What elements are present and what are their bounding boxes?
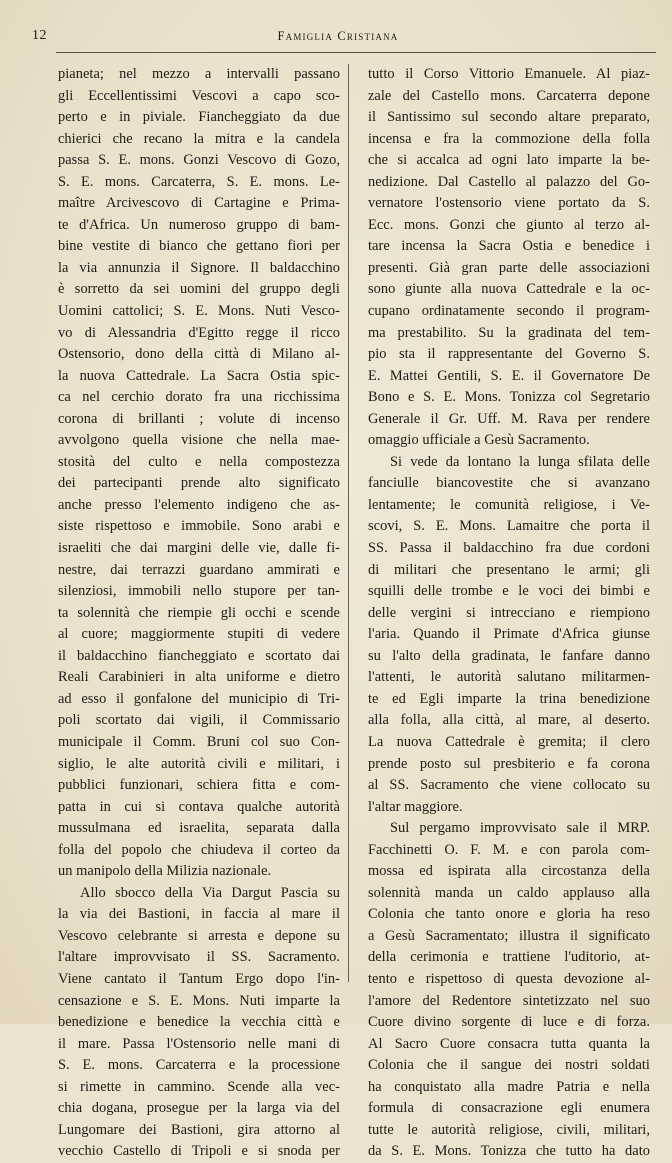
text-line: si rimette in cammino. Scende alla vec-: [58, 1078, 340, 1095]
text-line: la nuova Cattedrale. La Sacra Ostia spic-: [58, 367, 340, 384]
text-line: Facchinetti O. F. M. e con parola com-: [368, 841, 650, 858]
text-line: solennità manda un caldo applauso alla: [368, 884, 650, 901]
text-line: su l'alto della gradinata, le fanfare danno: [368, 647, 650, 664]
header-rule: [56, 52, 656, 53]
text-line: S. E. mons. Carcaterra, S. E. mons. Le-: [58, 173, 340, 190]
text-line: il mare. Passa l'Ostensorio nelle mani di: [58, 1035, 340, 1052]
text-line: te d'Africa. Un numeroso gruppo di bam-: [58, 216, 340, 233]
text-line: Ostensorio, dono della città di Milano al-: [58, 346, 340, 363]
text-line: ha conquistato alla madre Patria e nella: [368, 1078, 650, 1095]
page-number: 12: [32, 28, 47, 43]
text-line: l'amore del Redentore sintetizzato nel suo: [368, 992, 650, 1009]
running-title: Famiglia Cristiana: [277, 29, 399, 43]
text-line: patta in cui si contava qualche autorità: [58, 798, 340, 815]
text-line: zale del Castello mons. Carcaterra depone: [368, 87, 650, 104]
text-line: fanciulle biancovestite che si avanzano: [368, 475, 650, 492]
text-line: folla del popolo che chiudeva il corteo da: [58, 841, 340, 858]
left-column: [58, 64, 340, 1163]
text-line: anche presso l'elemento indigeno che as-: [58, 496, 340, 513]
text-line: S. E. mons. Carcaterra e la processione: [58, 1057, 340, 1074]
text-line: tento e rispettoso di questa devozione al-: [368, 970, 650, 987]
text-line: ca nel cerchio dorato fra una ricchissima: [58, 389, 340, 406]
text-line: della cerimonia e trattiene l'uditorio, at-: [368, 949, 650, 966]
text-line: ma prestabilito. Su la gradinata del tem-: [368, 324, 650, 341]
text-line: Allo sbocco della Via Dargut Pascia su: [80, 884, 340, 901]
text-line: siglio, le alte autorità civili e militari, i: [58, 755, 340, 772]
text-line: Al Sacro Cuore consacra tutta quanta la: [368, 1035, 650, 1052]
text-line: delle vergini si intrecciano e riempiono: [368, 604, 650, 621]
text-line: vecchio Castello di Tripoli e si snoda per: [58, 1143, 340, 1160]
text-line: chierici che recano la mitra e la candela: [58, 130, 340, 147]
text-line: omaggio ufficiale a Gesù Sacramento.: [368, 432, 590, 449]
text-line: Reali Carabinieri in alta uniforme e dietro: [58, 669, 340, 686]
text-line: di militari che presentano le armi; gli: [368, 561, 650, 578]
text-line: ad esso il gonfalone del municipio di Tri-: [58, 690, 340, 707]
text-line: presenti. Già gran parte delle associazioni: [368, 259, 650, 276]
text-line: bine vestite di bianco che gettano fiori per: [58, 238, 340, 255]
text-line: tutto il Corso Vittorio Emanuele. Al piaz-: [368, 66, 650, 82]
text-line: Ecc. mons. Gonzi che giunto al terzo al-: [368, 216, 650, 233]
text-line: corona di brillanti ; volute di incenso: [58, 410, 340, 427]
text-line: censazione e S. E. Mons. Nuti imparte la: [58, 992, 340, 1009]
text-line: sono giunte alla nuova Cattedrale e la oc-: [368, 281, 650, 298]
text-line: da S. E. Mons. Tonizza che tutto ha dato: [368, 1143, 650, 1160]
text-line: al SS. Sacramento che viene collocato su: [368, 777, 650, 794]
text-line: avvolgono quella visione che nella mae-: [58, 432, 340, 449]
text-line: mussulmana ed israelita, separata dalla: [58, 820, 340, 837]
text-line: mossa ed ispirata alla circostanza della: [368, 863, 650, 880]
text-line: a Gesù Sacramentato; illustra il significato: [368, 927, 650, 944]
text-line: squilli delle trombe e le voci dei bimbi e: [368, 583, 650, 600]
text-line: al cuore; maggiormente stupiti di vedere: [58, 626, 340, 643]
text-line: incensa e fra la commozione della folla: [368, 130, 650, 147]
text-line: perto e in piviale. Fiancheggiato da due: [58, 109, 340, 126]
text-line: ta solennità che riempie gli occhi e scende: [58, 604, 340, 621]
text-line: pio sta il rappresentante del Governo S.: [368, 346, 650, 363]
text-line: benedizione e benedice la vecchia città e: [58, 1014, 340, 1031]
text-line: Vescovo celebrante si arresta e depone su: [58, 927, 340, 944]
column-divider: [348, 64, 349, 982]
text-line: La nuova Cattedrale è gremita; il clero: [368, 733, 650, 750]
text-line: siste rispettoso e immobile. Sono arabi e: [58, 518, 340, 535]
text-line: Sul pergamo improvvisato sale il MRP.: [390, 820, 650, 837]
text-line: la via dei Bastioni, in faccia al mare il: [58, 906, 340, 923]
text-line: Colonia che il sangue dei nostri soldati: [368, 1057, 650, 1074]
text-line: formula di consacrazione egli enumera: [368, 1100, 650, 1117]
text-line: E. Mattei Gentili, S. E. il Governatore De: [368, 367, 650, 384]
text-line: vernatore l'ostensorio viene portato da S.: [368, 195, 650, 212]
text-line: Bono e S. E. Mons. Tonizza col Segretario: [368, 389, 650, 406]
text-line: silenziosi, immobili nello stupore per tan-: [58, 583, 340, 600]
text-line: l'altar maggiore.: [368, 798, 463, 815]
text-line: stosità del culto e nella compostezza: [58, 453, 340, 470]
text-line: pubblici funzionari, schiera fitta e com-: [58, 777, 340, 794]
text-line: prende posto sul presbiterio e fa corona: [368, 755, 650, 772]
text-line: nedizione. Dal Castello al palazzo del Go-: [368, 173, 650, 190]
text-line: poli scortato dai vigili, il Commissario: [58, 712, 340, 729]
text-line: l'aria. Quando il Primate d'Africa giunse: [368, 626, 650, 643]
text-line: vo di Alessandria d'Egitto regge il ricco: [58, 324, 340, 341]
text-line: il baldacchino fiancheggiato e scortato dai: [58, 647, 340, 664]
text-line: Cuore divino sorgente di luce e di forza.: [368, 1014, 650, 1031]
text-line: l'attenti, le autorità salutano militarmen-: [368, 669, 650, 686]
text-line: SS. Passa il baldacchino fra due cordoni: [368, 540, 650, 557]
text-line: il Santissimo sul secondo altare preparato,: [368, 109, 650, 126]
text-line: che si accalca ad ogni lato imparte la be-: [368, 152, 650, 169]
text-line: Uomini cattolici; S. E. Mons. Nuti Vesco-: [58, 303, 340, 320]
text-line: Colonia che tanto onore e gloria ha reso: [368, 906, 650, 923]
text-line: Generale il Gr. Uff. M. Rava per rendere: [368, 410, 650, 427]
right-column: [368, 64, 650, 1163]
text-line: Si vede da lontano la lunga sfilata delle: [390, 453, 650, 470]
text-line: lentamente; le comunità religiose, i Ve-: [368, 496, 650, 513]
text-line: l'altare improvvisato il SS. Sacramento.: [58, 949, 340, 966]
text-line: tutte le autorità religiose, civili, militari,: [368, 1121, 650, 1138]
text-line: maître Arcivescovo di Cartagine e Prima-: [58, 195, 340, 212]
page-header: [32, 28, 644, 48]
text-line: scovi, S. E. Mons. Lamaitre che porta il: [368, 518, 650, 535]
text-line: nestre, dai terrazzi guardano ammirati e: [58, 561, 340, 578]
text-line: alla folla, alla città, al mare, al deserto.: [368, 712, 650, 729]
text-line: israeliti che dai margini delle vie, dalle fi-: [58, 540, 340, 557]
text-line: municipale il Comm. Bruni col suo Con-: [58, 733, 340, 750]
text-line: tare incensa la Sacra Ostia e benedice i: [368, 238, 650, 255]
text-line: Lungomare dei Bastioni, gira attorno al: [58, 1121, 340, 1138]
text-line: gli Eccellentissimi Vescovi a capo sco-: [58, 87, 340, 104]
text-line: è sorretto da sei uomini del gruppo degli: [58, 281, 340, 298]
text-line: la via annunzia il Signore. Il baldacchino: [58, 259, 340, 276]
text-line: chia dogana, prosegue per la larga via del: [58, 1100, 340, 1117]
text-line: pianeta; nel mezzo a intervalli passano: [58, 66, 340, 82]
text-line: Viene cantato il Tantum Ergo dopo l'in-: [58, 970, 340, 987]
text-line: dei partecipanti prende alto significato: [58, 475, 340, 492]
text-line: passa S. E. mons. Gonzi Vescovo di Gozo,: [58, 152, 340, 169]
text-line: un manipolo della Milizia nazionale.: [58, 863, 272, 880]
text-line: cupano ordinatamente secondo il program-: [368, 303, 650, 320]
text-line: te ed Egli imparte la trina benedizione: [368, 690, 650, 707]
